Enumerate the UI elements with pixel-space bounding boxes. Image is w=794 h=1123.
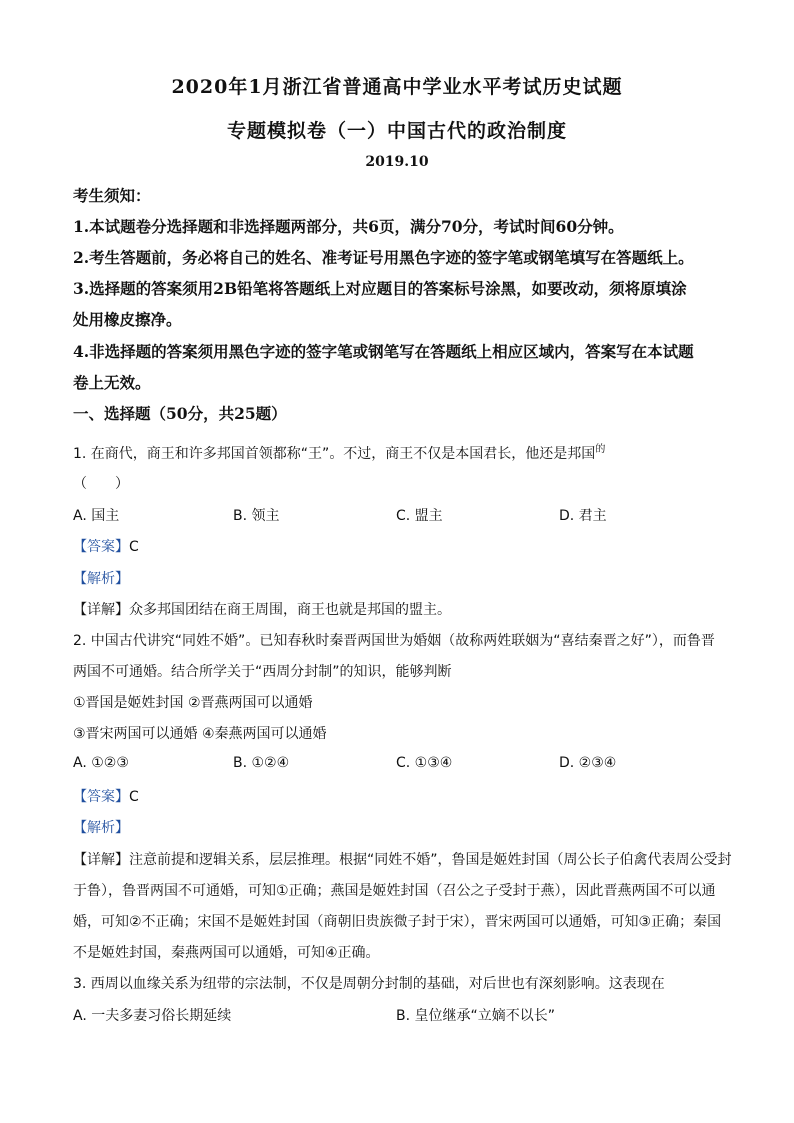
q2-detail-line-4: 不是姬姓封国，秦燕两国可以通婚，可知④正确。 — [73, 945, 380, 961]
detail-label: 【详解】 — [73, 852, 129, 868]
q1-option-c: C. 盟主 — [396, 508, 443, 524]
q1-stem-tail: 的 — [595, 444, 606, 455]
q1-option-a: A. 国主 — [73, 508, 120, 524]
section-heading: 一、选择题（50分，共25题） — [73, 404, 287, 423]
detail-label: 【详解】 — [73, 602, 129, 618]
q2-answer — [73, 786, 139, 806]
q2-stem-line-1: 2. 中国古代讲究“同姓不婚”。已知春秋时秦晋两国世为婚姻（故称两姓联姻为“喜结秦晋之好”），而鲁晋 — [73, 633, 715, 649]
q2-detail-line-1 — [73, 849, 732, 869]
q3-option-a: A. 一夫多妻习俗长期延续 — [73, 1008, 232, 1024]
q2-choice-line-1: ①晋国是姬姓封国 ②晋燕两国可以通婚 — [73, 695, 313, 711]
q1-answer — [73, 536, 139, 556]
exam-subtitle: 专题模拟卷（一）中国古代的政治制度 — [226, 120, 567, 142]
q3-option-b: B. 皇位继承“立嫡不以长” — [396, 1008, 556, 1024]
answer-label: 【答案】 — [73, 789, 129, 805]
q1-analysis-label: 【解析】 — [73, 571, 129, 587]
notice-item-4-line-1: 4.非选择题的答案须用黑色字迹的签字笔或钢笔写在答题纸上相应区域内，答案写在本试题 — [73, 342, 694, 361]
q2-option-d: D. ②③④ — [559, 755, 617, 771]
q2-detail-text-1: 注意前提和逻辑关系，层层推理。根据“同姓不婚”，鲁国是姬姓封国（周公长子伯禽代表周公受封 — [129, 852, 732, 868]
q2-stem-line-2: 两国不可通婚。结合所学关于“西周分封制”的知识，能够判断 — [73, 664, 452, 680]
q2-option-b: B. ①②④ — [233, 755, 290, 771]
q1-answer-value: C — [129, 539, 139, 555]
q1-option-d: D. 君主 — [559, 508, 607, 524]
q1-blank: （ ） — [73, 476, 129, 492]
q2-detail-line-3: 婚，可知②不正确；宋国不是姬姓封国（商朝旧贵族微子封于宋），晋宋两国可以通婚，可知③正确；秦国 — [73, 914, 722, 930]
answer-label: 【答案】 — [73, 539, 129, 555]
q2-answer-value: C — [129, 789, 139, 805]
notice-item-3-line-1: 3.选择题的答案须用2B铅笔将答题纸上对应题目的答案标号涂黑，如要改动，须将原填涂 — [73, 279, 687, 298]
notice-item-3-line-2: 处用橡皮擦净。 — [73, 310, 182, 329]
q3-stem: 3. 西周以血缘关系为纽带的宗法制，不仅是周朝分封制的基础，对后世也有深刻影响。这表现在 — [73, 976, 665, 992]
q1-stem — [73, 440, 605, 463]
q1-stem-text: 1. 在商代，商王和许多邦国首领都称“王”。不过，商王不仅是本国君长，他还是邦国 — [73, 446, 596, 462]
q2-option-c: C. ①③④ — [396, 755, 453, 771]
exam-title: 2020年1月浙江省普通高中学业水平考试历史试题 — [171, 76, 623, 98]
q2-analysis-label: 【解析】 — [73, 820, 129, 836]
q1-detail-text: 众多邦国团结在商王周围，商王也就是邦国的盟主。 — [129, 602, 451, 618]
q2-choice-line-2: ③晋宋两国可以通婚 ④秦燕两国可以通婚 — [73, 726, 327, 742]
q2-option-a: A. ①②③ — [73, 755, 129, 771]
q1-detail — [73, 599, 451, 619]
q1-option-b: B. 领主 — [233, 508, 280, 524]
notice-item-2: 2.考生答题前，务必将自己的姓名、准考证号用黑色字迹的签字笔或钢笔填写在答题纸上。 — [73, 248, 694, 267]
notice-item-1: 1.本试题卷分选择题和非选择题两部分，共6页，满分70分，考试时间60分钟。 — [73, 217, 624, 236]
exam-date: 2019.10 — [365, 154, 429, 170]
notice-heading: 考生须知： — [73, 186, 151, 205]
q2-detail-line-2: 于鲁），鲁晋两国不可通婚，可知①正确；燕国是姬姓封国（召公之子受封于燕），因此晋燕两国不可以通 — [73, 883, 716, 899]
notice-item-4-line-2: 卷上无效。 — [73, 373, 151, 392]
